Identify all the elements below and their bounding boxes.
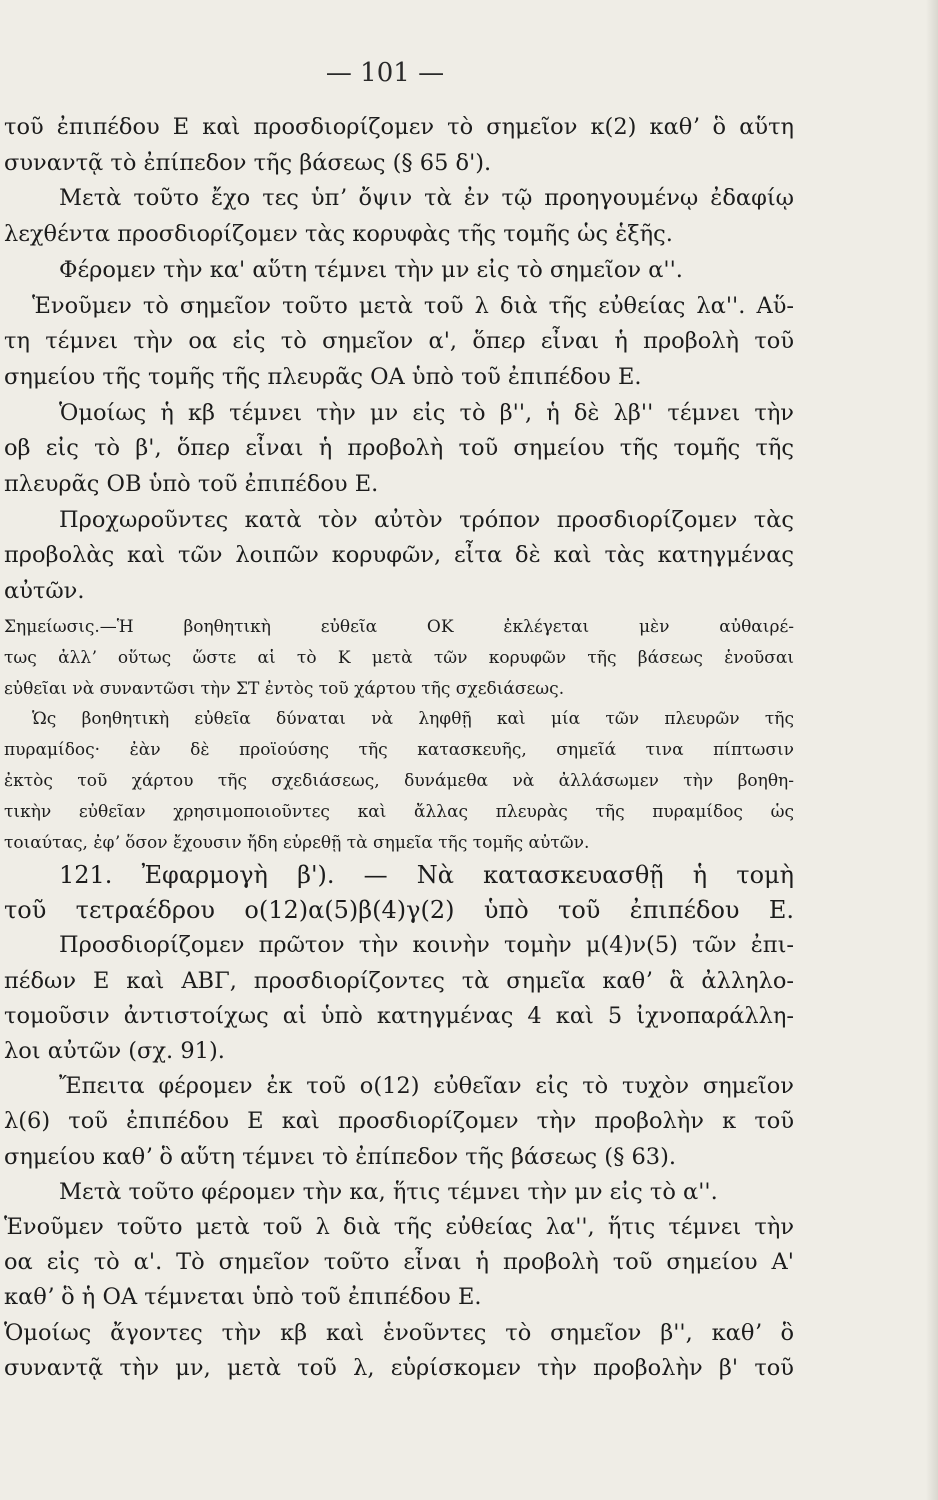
main-text-paragraph-2 xyxy=(0,858,794,1386)
text-line: Μετὰ τοῦτο ἔχο τες ὑπʼ ὄψιν τὰ ἐν τῷ προηγουμένῳ ἐδαφίῳ xyxy=(59,185,794,212)
text-line: πέδων Ε καὶ ΑΒΓ, προσδιορίζοντες τὰ σημεῖα καθʼ ἃ ἀλληλο- xyxy=(4,967,794,994)
note-paragraph xyxy=(0,612,794,858)
text-line: τομοῦσιν ἀντιστοίχως αἱ ὑπὸ κατηγμένας 4 καὶ 5 ἰχνοπαράλλη- xyxy=(4,1002,794,1029)
text-line: προβολὰς καὶ τῶν λοιπῶν κορυφῶν, εἶτα δὲ καὶ τὰς κατηγμένας xyxy=(4,542,794,569)
text-line: Ἔπειτα φέρομεν ἐκ τοῦ ο(12) εὐθεῖαν εἰς τὸ τυχὸν σημεῖον xyxy=(59,1073,794,1100)
text-line: Μετὰ τοῦτο φέρομεν τὴν κα, ἥτις τέμνει τὴν μν εἰς τὸ α''. xyxy=(59,1178,718,1205)
text-line: Προχωροῦντες κατὰ τὸν αὐτὸν τρόπον προσδιορίζομεν τὰς xyxy=(59,506,794,533)
note-line: πυραμίδος· ἐὰν δὲ προϊούσης τῆς κατασκευῆς, σημεῖά τινα πίπτωσιν xyxy=(4,740,794,761)
text-line: Ἑνοῦμεν τοῦτο μετὰ τοῦ λ διὰ τῆς εὐθείας λα'', ἥτις τέμνει τὴν xyxy=(4,1214,794,1241)
main-text-paragraph-1 xyxy=(0,110,794,610)
note-line: τοιαύτας, ἐφʼ ὅσον ἔχουσιν ἤδη εὑρεθῇ τὰ σημεῖα τῆς τομῆς αὐτῶν. xyxy=(4,832,590,853)
note-line: ἐκτὸς τοῦ χάρτου τῆς σχεδιάσεως, δυνάμεθα νὰ ἀλλάσωμεν τὴν βοηθη- xyxy=(4,770,794,791)
text-line: πλευρᾶς ΟΒ ὑπὸ τοῦ ἐπιπέδου Ε. xyxy=(4,471,379,498)
note-line: Ὡς βοηθητικὴ εὐθεῖα δύναται νὰ ληφθῇ καὶ μία τῶν πλευρῶν τῆς xyxy=(32,709,794,730)
note-line: τως ἀλλʼ οὕτως ὥστε αἱ τὸ Κ μετὰ τῶν κορυφῶν τῆς βάσεως ἑνοῦσαι xyxy=(4,647,794,668)
text-line: οβ εἰς τὸ β', ὅπερ εἶναι ἡ προβολὴ τοῦ σημείου τῆς τομῆς τῆς xyxy=(4,435,794,462)
text-line: τοῦ ἐπιπέδου Ε καὶ προσδιορίζομεν τὸ σημεῖον κ(2) καθʼ ὃ αὕτη xyxy=(4,114,794,140)
page-edge-shadow xyxy=(926,0,938,1500)
text-line: λεχθέντα προσδιορίζομεν τὰς κορυφὰς τῆς τομῆς ὡς ἑξῆς. xyxy=(4,221,673,248)
text-line: συναντᾷ τὴν μν, μετὰ τοῦ λ, εὑρίσκομεν τὴν προβολὴν β' τοῦ xyxy=(4,1354,794,1381)
text-line: Ὁμοίως ἄγοντες τὴν κβ καὶ ἑνοῦντες τὸ σημεῖον β'', καθʼ ὃ xyxy=(4,1319,794,1346)
text-line: οα εἰς τὸ α'. Τὸ σημεῖον τοῦτο εἶναι ἡ προβολὴ τοῦ σημείου Α' xyxy=(4,1249,794,1276)
text-line: λοι αὐτῶν (σχ. 91). xyxy=(4,1038,225,1065)
text-line: σημείου τῆς τομῆς τῆς πλευρᾶς ΟΑ ὑπὸ τοῦ ἐπιπέδου Ε. xyxy=(4,363,642,390)
text-line: λ(6) τοῦ ἐπιπέδου Ε καὶ προσδιορίζομεν τὴν προβολὴν κ τοῦ xyxy=(4,1108,794,1135)
text-line: Φέρομεν τὴν κα' αὕτη τέμνει τὴν μν εἰς τὸ σημεῖον α''. xyxy=(59,256,683,283)
note-line: Σημείωσις.—Ἡ βοηθητικὴ εὐθεῖα ΟΚ ἐκλέγεται μὲν αὐθαιρέ- xyxy=(4,617,794,637)
text-line: Ἑνοῦμεν τὸ σημεῖον τοῦτο μετὰ τοῦ λ διὰ τῆς εὐθείας λα''. Αὕ- xyxy=(32,292,794,319)
text-line: αὐτῶν. xyxy=(4,578,85,605)
text-line: τη τέμνει τὴν οα εἰς τὸ σημεῖον α', ὅπερ εἶναι ἡ προβολὴ τοῦ xyxy=(4,328,794,355)
text-line: Προσδιορίζομεν πρῶτον τὴν κοινὴν τομὴν μ(4)ν(5) τῶν ἐπι- xyxy=(59,932,794,959)
text-line: καθʼ ὃ ἡ ΟΑ τέμνεται ὑπὸ τοῦ ἐπιπέδου Ε. xyxy=(4,1284,482,1311)
page-number: — 101 — xyxy=(325,58,445,88)
note-line: εὐθεῖαι νὰ συναντῶσι τὴν ΣΤ ἐντὸς τοῦ χάρτου τῆς σχεδιάσεως. xyxy=(4,678,565,699)
section-heading-line: 121. Ἐφαρμογὴ β'). — Νὰ κατασκευασθῇ ἡ τομὴ xyxy=(59,861,794,889)
section-heading-line: τοῦ τετραέδρου ο(12)α(5)β(4)γ(2) ὑπὸ τοῦ ἐπιπέδου Ε. xyxy=(4,896,794,925)
text-line: σημείου καθʼ ὃ αὕτη τέμνει τὸ ἐπίπεδον τῆς βάσεως (§ 63). xyxy=(4,1143,677,1170)
text-line: συναντᾷ τὸ ἐπίπεδον τῆς βάσεως (§ 65 δ'). xyxy=(4,149,492,176)
note-line: τικὴν εὐθεῖαν χρησιμοποιοῦντες καὶ ἄλλας πλευρὰς τῆς πυραμίδος ὡς xyxy=(4,801,794,822)
text-line: Ὁμοίως ἡ κβ τέμνει τὴν μν εἰς τὸ β'', ἡ δὲ λβ'' τέμνει τὴν xyxy=(59,399,794,426)
